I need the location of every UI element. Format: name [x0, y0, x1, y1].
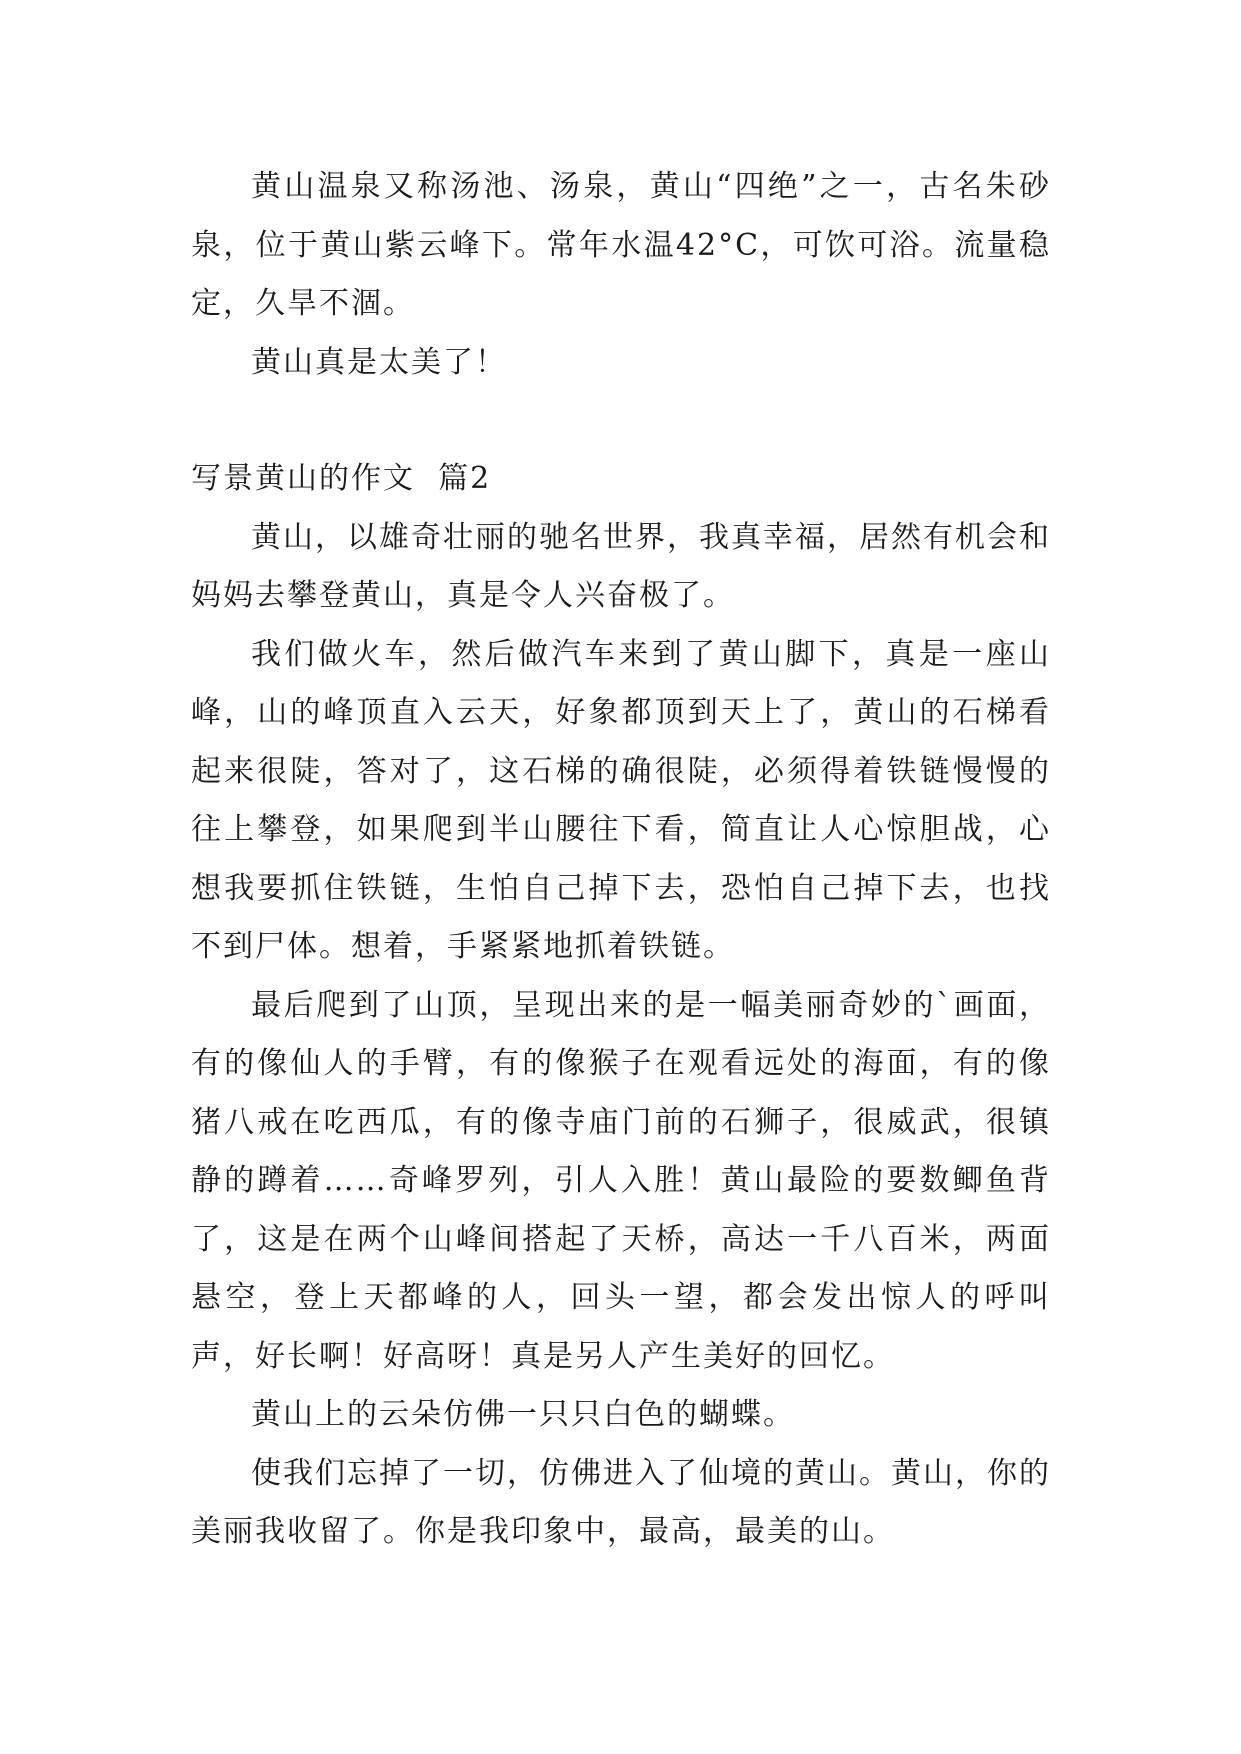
- body-paragraph: 黄山上的云朵仿佛一只只白色的蝴蝶。: [251, 1397, 795, 1432]
- body-paragraph: 最后爬到了山顶，呈现出来的是一幅美丽奇妙的`画面，有的像仙人的手臂，有的像猴子在观看远处的海面，有的像猪八戒在吃西瓜，有的像寺庙门前的石狮子，很威武，很镇静的蹲着……奇峰罗列，引人入胜！黄山最险的要数鲫鱼背了，这是在两个山峰间搭起了天桥，高达一千八百米，两面悬空，登上天都峰的人，回头一望，都会发出惊人的呼叫声，好长啊！好高呀！真是另人产生美好的回忆。: [191, 987, 1051, 1374]
- body-paragraph: 我们做火车，然后做汽车来到了黄山脚下，真是一座山峰，山的峰顶直入云天，好象都顶到天上了，黄山的石梯看起来很陡，答对了，这石梯的确很陡，必须得着铁链慢慢的往上攀登，如果爬到半山腰往下看，简直让人心惊胆战，心想我要抓住铁链，生怕自己掉下去，恐怕自己掉下去，也找不到尸体。想着，手紧紧地抓着铁链。: [191, 636, 1051, 964]
- section-heading: 写景黄山的作文 篇2: [191, 461, 492, 496]
- body-paragraph: 黄山温泉又称汤池、汤泉，黄山“四绝”之一，古名朱砂泉，位于黄山紫云峰下。常年水温42°C，可饮可浴。流量稳定，久旱不涸。: [191, 169, 1051, 321]
- body-paragraph: 使我们忘掉了一切，仿佛进入了仙境的黄山。黄山，你的美丽我收留了。你是我印象中，最高，最美的山。: [191, 1455, 1051, 1549]
- document-page: [191, 158, 1051, 1562]
- section-spacer: [191, 392, 1051, 450]
- body-paragraph: 黄山真是太美了！: [251, 344, 507, 380]
- body-paragraph: 黄山，以雄奇壮丽的驰名世界，我真幸福，居然有机会和妈妈去攀登黄山，真是令人兴奋极了。: [191, 519, 1051, 613]
